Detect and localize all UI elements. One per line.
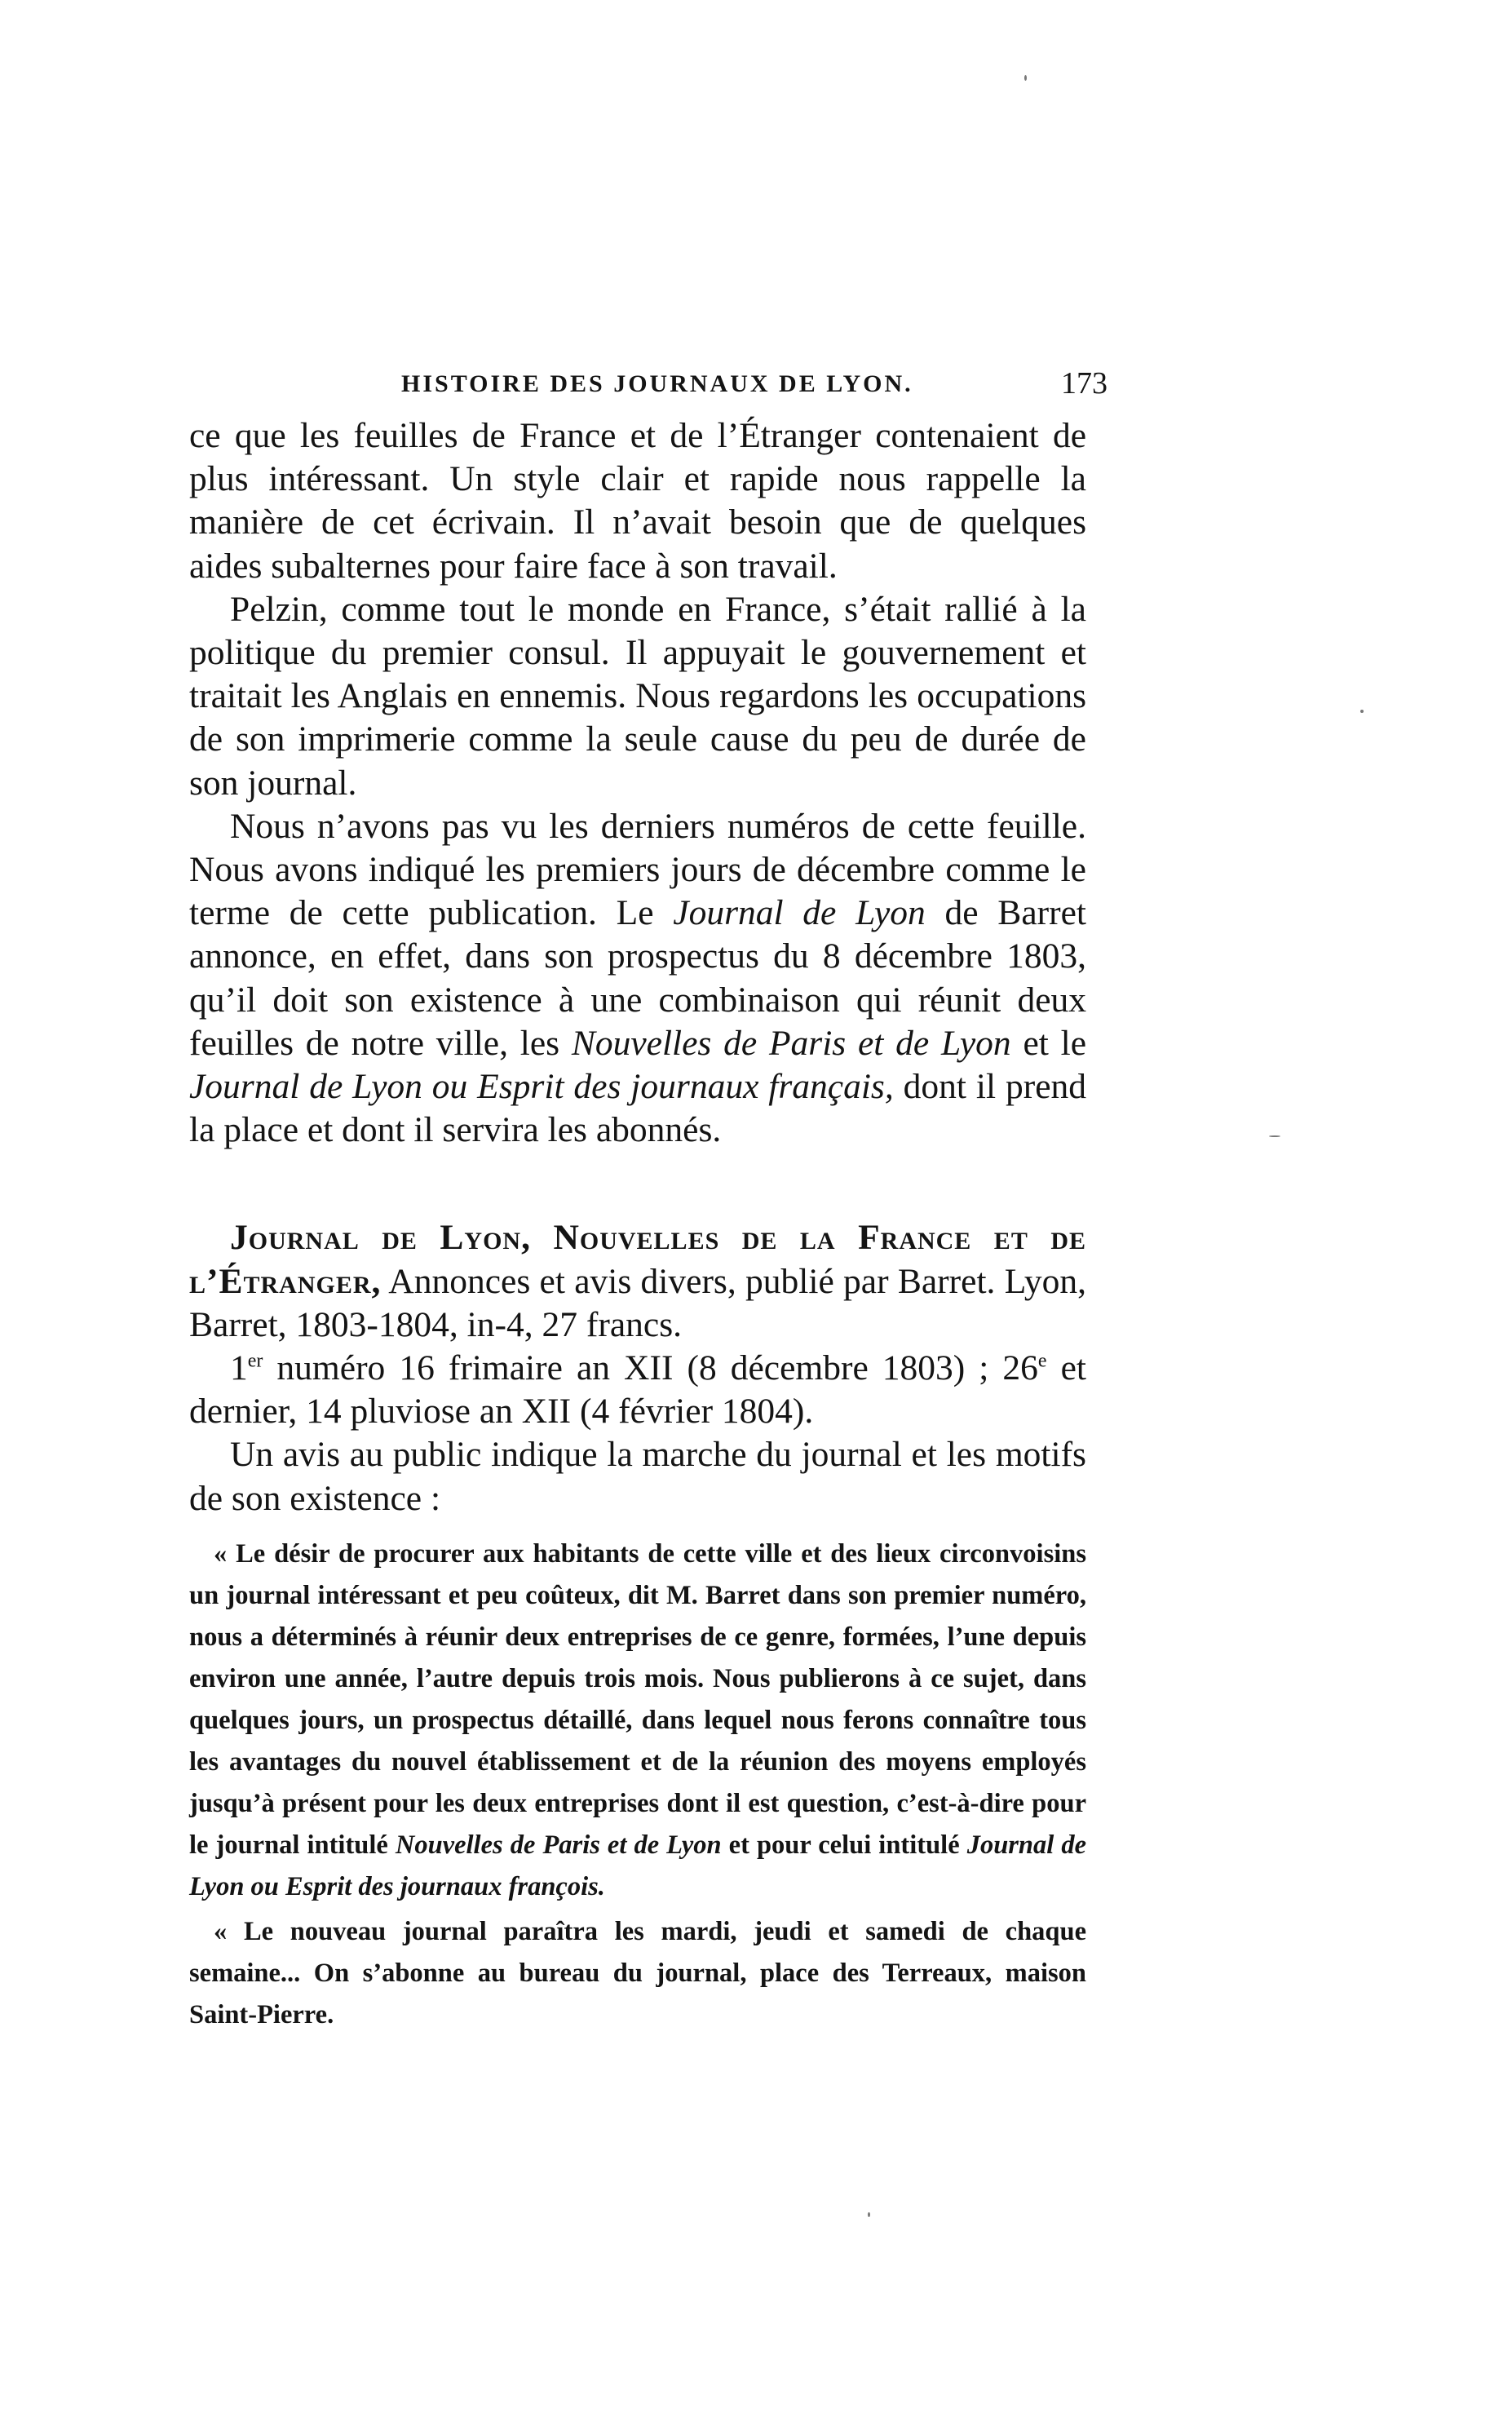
title-esprit-des-journaux: Journal de Lyon ou Esprit des journaux français, [189, 1067, 894, 1107]
quote1-title-journal: Journal de Lyon ou Esprit des journaux françois. [189, 1830, 1087, 1901]
running-head [189, 365, 1111, 403]
para3-text-1: Nous n’avons pas vu les derniers numéros de cette feuille. Nous avons indiqué les premiers jours de décembre comme le terme de cette publication. Le [189, 806, 1086, 933]
paragraph-last-issues [189, 805, 1086, 1153]
paper-speck [1269, 1135, 1280, 1137]
quote1-title-nouvelles: Nouvelles de Paris et de Lyon [395, 1830, 722, 1860]
quote1-text-2: et pour celui intitulé [721, 1830, 967, 1860]
issue-first-superscript: er [247, 1350, 263, 1372]
text-block [189, 414, 1086, 2036]
paper-speck [1360, 710, 1364, 713]
quote1-text-1: « Le désir de procurer aux habitants de cette ville et des lieux circonvoisins un journal intéressant et peu coûteux, dit M. Barret dans son premier numéro, nous a déterminés à réunir deux entreprises de ce genre, formées, l’une depuis environ une année, l’autre depuis trois mois. Nous publierons à ce sujet, dans quelques jours, un prospectus détaillé, dans lequel nous ferons connaître tous les avantages du nouvel établissement et de la réunion des moyens employés jusqu’à présent pour les deux entreprises dont il est question, c’est-à-dire pour le journal intitulé [189, 1538, 1086, 1860]
quotation-second: « Le nouveau journal paraîtra les mardi, jeudi et samedi de chaque semaine... On s’abonne au bureau du journal, place des Terreaux, maison Saint-Pierre. [189, 1916, 1086, 2029]
para3-text-3: et le [1010, 1023, 1087, 1063]
issue-range [189, 1347, 1086, 1433]
paper-speck [868, 2212, 870, 2217]
quotation-first [189, 1534, 1086, 1908]
bibliographic-entry [189, 1216, 1086, 1347]
entry-heading: Journal de Lyon, Nouvelles de la France et de l’Étranger, [189, 1218, 1086, 1301]
paragraph-avis: Un avis au public indique la marche du journal et les motifs de son existence : [189, 1435, 1086, 1518]
title-journal-de-lyon: Journal de Lyon [673, 893, 926, 933]
para3-text-2: de Barret annonce, en effet, dans son prospectus du 8 décembre 1803, qu’il doit son existence à une combinaison qui réunit deux feuilles de notre ville, les [189, 893, 1086, 1063]
para3-text-4: dont il prend la place et dont il servira les abonnés. [189, 1067, 1086, 1150]
running-title: HISTOIRE DES JOURNAUX DE LYON. [401, 370, 913, 397]
paragraph-continuation: ce que les feuilles de France et de l’Étranger contenaient de plus intéressant. Un style clair et rapide nous rappelle la manière de cet écrivain. Il n’avait besoin que de quelques aides subalternes pour faire face à son travail. [189, 416, 1086, 586]
paper-speck [1024, 75, 1027, 81]
title-nouvelles-de-paris: Nouvelles de Paris et de Lyon [571, 1023, 1011, 1063]
page-number: 173 [1061, 366, 1107, 401]
issue-range-end: et dernier, 14 pluviose an XII (4 février 1804). [189, 1348, 1086, 1432]
paragraph-pelzin: Pelzin, comme tout le monde en France, s’était rallié à la politique du premier consul. Il appuyait le gouvernement et traitait les Anglais en ennemis. Nous regardons les occupations de son imprimerie comme la seule cause du peu de durée de son journal. [189, 589, 1086, 803]
issue-range-middle: numéro 16 frimaire an XII (8 décembre 1803) ; 26 [263, 1348, 1038, 1388]
issue-first-number: 1 [230, 1348, 248, 1388]
issue-last-superscript: e [1037, 1350, 1047, 1372]
entry-description: Annonces et avis divers, publié par Barret. Lyon, Barret, 1803-1804, in-4, 27 francs. [189, 1261, 1086, 1344]
